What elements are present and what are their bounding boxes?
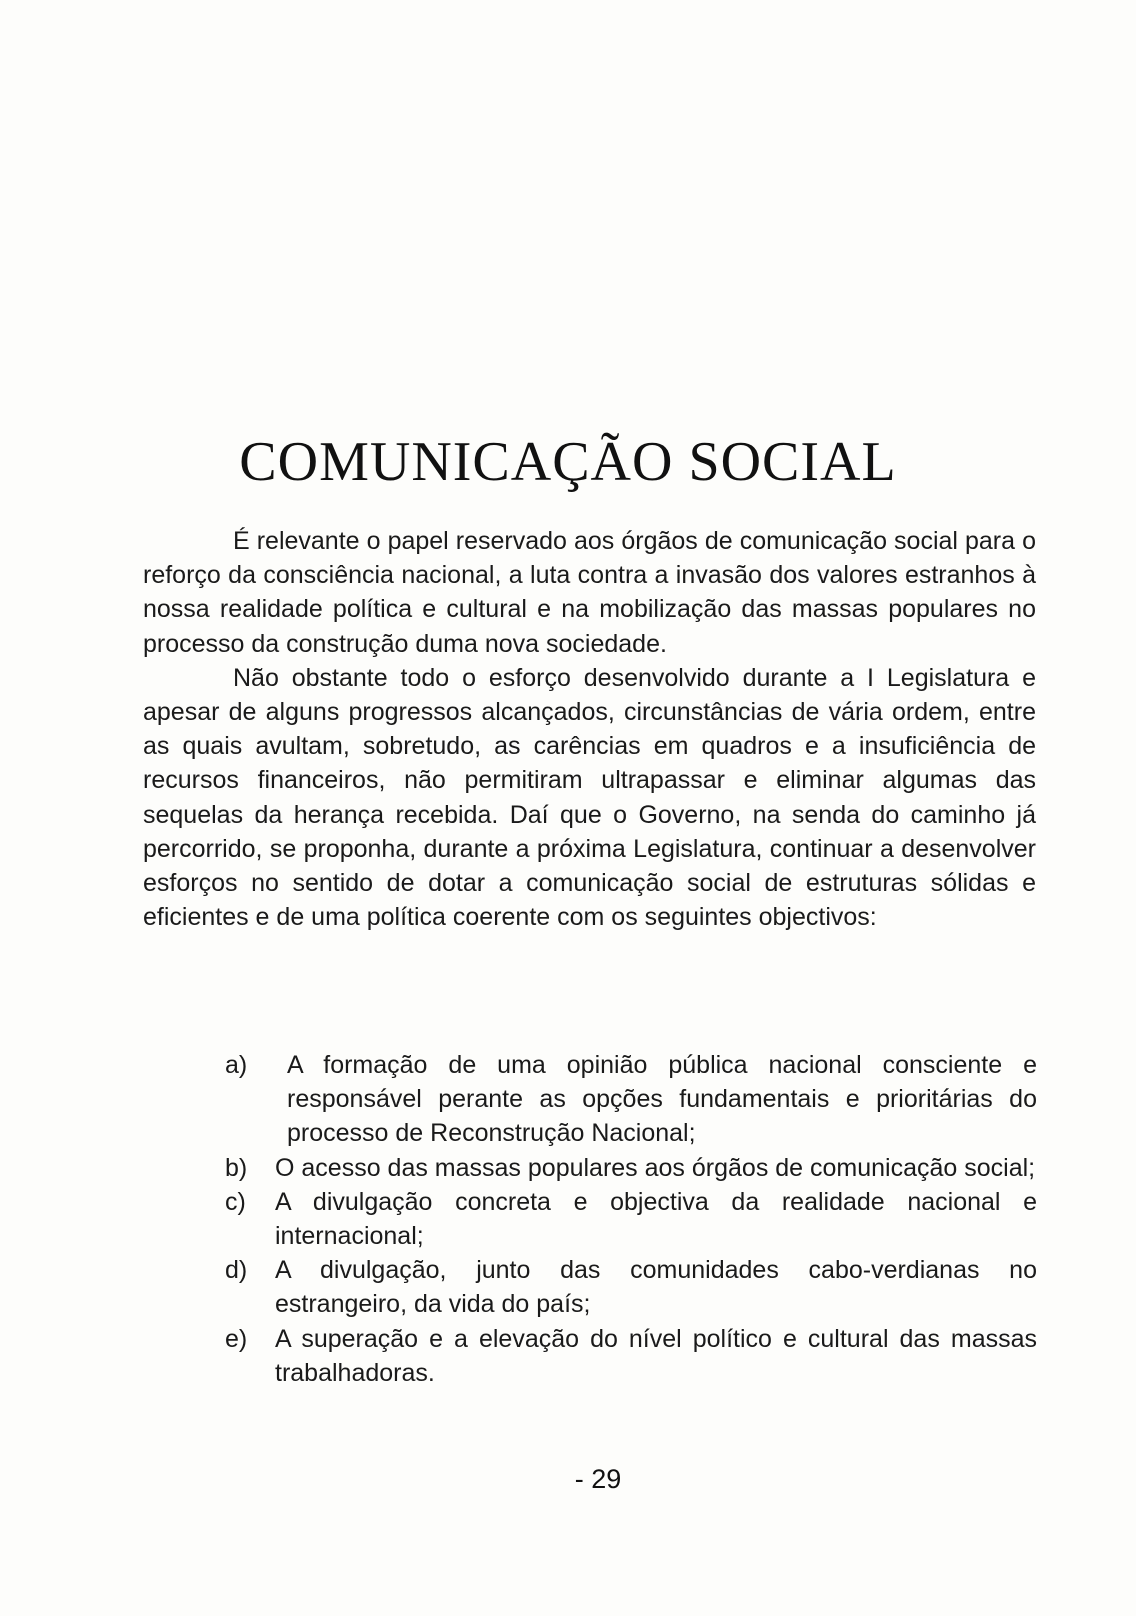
paragraph: Não obstante todo o esforço desenvolvido durante a I Legislatura e apesar de alguns progressos alcançados, circunstâncias de vária ordem, entre as quais avultam, sobretudo, as carências em quadros e a insuficiência de recursos financeiros, não permitiram ultrapassar e eliminar algumas das sequelas da herança recebida. Daí que o Governo, na senda do caminho já percorrido, se proponha, durante a próxima Legislatura, continuar a desenvolver esforços no sentido de dotar a comunicação social de estruturas sólidas e eficientes e de uma política coerente com os seguintes objectivos: — [143, 663, 1036, 932]
list-marker: a) — [225, 1051, 248, 1079]
list-item — [225, 1048, 1037, 1151]
list-marker: d) — [225, 1256, 248, 1285]
list-item-text: A formação de uma opinião pública nacional consciente e responsável perante as opções fundamentais e prioritárias do processo de Reconstrução Nacional; — [287, 1051, 1037, 1148]
page-title: COMUNICAÇÃO SOCIAL — [239, 431, 897, 493]
list-marker: e) — [225, 1324, 248, 1353]
list-item — [225, 1185, 1037, 1253]
list-item-text: A divulgação, junto das comunidades cabo-verdianas no estrangeiro, da vida do país; — [275, 1256, 1037, 1319]
list-item — [225, 1253, 1037, 1321]
paragraph: É relevante o papel reservado aos órgãos de comunicação social para o reforço da consciência nacional, a luta contra a invasão dos valores estranhos à nossa realidade política e cultural e na mobilização das massas populares no processo da construção duma nova sociedade. — [143, 527, 1036, 658]
list-item-text: A superação e a elevação do nível político e cultural das massas trabalhadoras. — [275, 1324, 1037, 1387]
list-marker: b) — [225, 1153, 248, 1182]
list-marker: c) — [225, 1187, 246, 1216]
page-number: - 29 — [574, 1464, 622, 1494]
list-item — [225, 1322, 1037, 1390]
list-item-text: A divulgação concreta e objectiva da realidade nacional e internacional; — [275, 1187, 1037, 1251]
body-text — [143, 524, 1036, 934]
list-item-text: O acesso das massas populares aos órgãos de comunicação social; — [275, 1153, 1036, 1182]
objectives-list — [225, 1048, 1037, 1390]
list-item — [225, 1151, 1037, 1185]
